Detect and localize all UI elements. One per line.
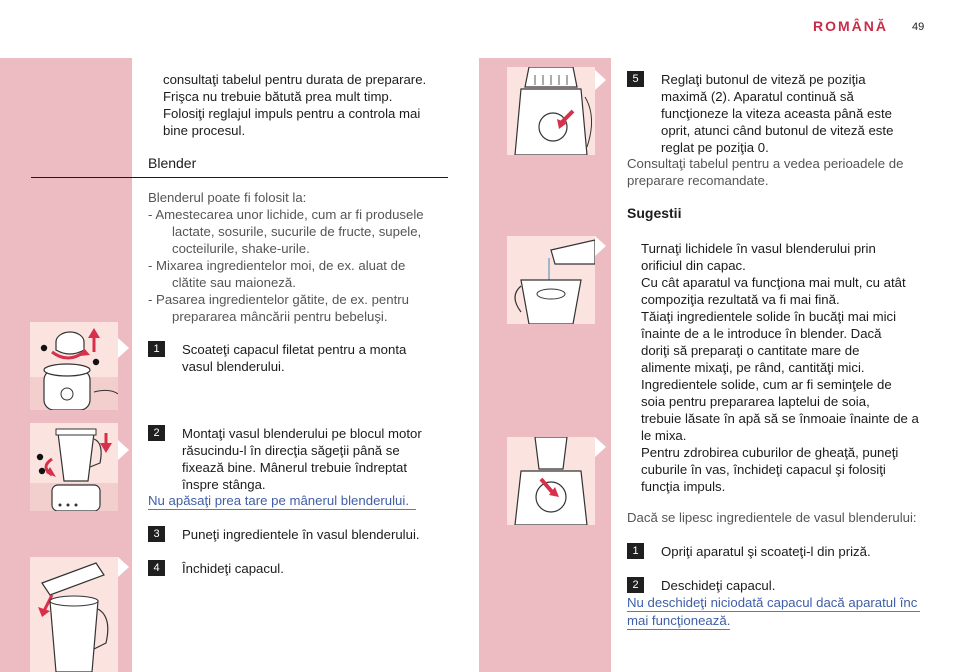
step-5-text	[661, 71, 893, 156]
step-2-text	[182, 425, 422, 493]
usage-list	[148, 189, 424, 325]
intro-line: consultaţi tabelul pentru durata de preparare.	[163, 72, 427, 87]
step-line: înspre stânga.	[182, 477, 266, 492]
illustration-close-lid	[30, 557, 118, 672]
tip-line: compoziţia rezultată va fi mai fină.	[641, 292, 840, 307]
illustration-mount-jar	[30, 423, 118, 511]
illustration-pulse	[507, 437, 595, 525]
tip-line: cuburile în vas, închideţi capacul şi folosiţi	[641, 462, 886, 477]
stick-intro: Dacă se lipesc ingredientele de vasul blenderului:	[627, 510, 917, 525]
tip-line: trebuie lăsate în apă să se înmoaie înainte de a	[641, 411, 919, 426]
tip-line: alimente mixaţi, pe rând, cantităţi mici.	[641, 360, 865, 375]
table-hint-line: Consultaţi tabelul pentru a vedea perioadele de	[627, 156, 904, 171]
usage-item	[148, 291, 424, 325]
step-line: funcţioneze la viteza aceasta până este	[661, 106, 892, 121]
table-hint	[627, 155, 903, 189]
step-line: răsucindu-l în direcţia săgeţii până se	[182, 443, 400, 458]
step-line: fixează bine. Mânerul trebuie îndreptat	[182, 460, 408, 475]
usage-line: cocteilurile, shake-urile.	[172, 241, 310, 256]
illustration-pour-liquid	[507, 236, 595, 324]
usage-item	[148, 206, 424, 257]
page-number: 49	[912, 21, 925, 33]
usage-item	[148, 257, 424, 291]
warning-line: mai funcţionează.	[627, 613, 731, 628]
pointer-arrow	[118, 440, 129, 460]
step-number-2: 2	[148, 425, 165, 441]
pointer-arrow	[595, 236, 606, 256]
warning-note	[627, 594, 920, 630]
section-title-blender: Blender	[148, 155, 197, 171]
usage-intro: Blenderul poate fi folosit la:	[148, 190, 307, 205]
tips-list	[641, 240, 919, 495]
tip-line: funcţia impuls.	[641, 479, 726, 494]
step-number-4: 4	[148, 560, 165, 576]
usage-line: - Pasarea ingredientelor gătite, de ex. pentru	[148, 292, 409, 307]
pointer-arrow	[595, 437, 606, 457]
stick-step-number-2: 2	[627, 577, 644, 593]
usage-line: prepararea mâncării pentru bebeluşi.	[172, 309, 388, 324]
illustration-remove-cap	[30, 322, 118, 410]
warning-line: Nu deschideţi niciodată capacul dacă aparatul înc	[627, 594, 920, 612]
illustration-speed-knob	[507, 67, 595, 155]
step-line: maximă (2). Aparatul continuă să	[661, 89, 854, 104]
step-line: Reglaţi butonul de viteză pe poziţia	[661, 72, 866, 87]
tip-line: orificiul din capac.	[641, 258, 746, 273]
usage-line: - Amestecarea unor lichide, cum ar fi produsele	[148, 207, 424, 222]
step-line: oprit, atunci când butonul de viteză este	[661, 123, 894, 138]
stick-step-number-1: 1	[627, 543, 644, 559]
step-line: Montaţi vasul blenderului pe blocul motor	[182, 426, 422, 441]
tip-line: soia pentru prepararea laptelui de soia,	[641, 394, 870, 409]
tip-line: înainte de a le introduce în blender. Dacă	[641, 326, 882, 341]
intro-line: bine procesul.	[163, 123, 246, 138]
tip-line: doriţi să preparaţi o cantitate mare de	[641, 343, 860, 358]
step-line: Scoateţi capacul filetat pentru a monta	[182, 342, 407, 357]
tip-line: Pentru zdrobirea cuburilor de gheaţă, puneţi	[641, 445, 899, 460]
step-number-5: 5	[627, 71, 644, 87]
intro-text	[163, 71, 426, 139]
step-line: reglat pe poziţia 0.	[661, 140, 769, 155]
stick-step-1-text: Opriţi aparatul şi scoateţi-l din priză.	[661, 544, 871, 559]
note-handle-pressure: Nu apăsaţi prea tare pe mânerul blenderului.	[148, 492, 416, 510]
table-hint-line: preparare recomandate.	[627, 173, 769, 188]
usage-line: clătite sau maioneză.	[172, 275, 296, 290]
step-number-3: 3	[148, 526, 165, 542]
intro-line: Frişca nu trebuie bătută prea mult timp.	[163, 89, 393, 104]
step-1-text	[182, 341, 406, 375]
usage-line: - Mixarea ingredientelor moi, de ex. aluat de	[148, 258, 406, 273]
section-divider	[31, 177, 448, 178]
usage-line: lactate, sosurile, sucurile de fructe, supele,	[172, 224, 422, 239]
tip-line: Tăiaţi ingredientele solide în bucăţi mai mici	[641, 309, 897, 324]
tip-line: Cu cât aparatul va funcţiona mai mult, cu atât	[641, 275, 906, 290]
intro-line: Folosiţi reglajul impuls pentru a controla mai	[163, 106, 421, 121]
step-line: vasul blenderului.	[182, 359, 285, 374]
stick-step-2-text: Deschideţi capacul.	[661, 578, 776, 593]
tip-line: Ingredientele solide, cum ar fi seminţele de	[641, 377, 892, 392]
language-header: ROMÂNĂ	[813, 18, 888, 34]
pointer-arrow	[595, 70, 606, 90]
pointer-arrow	[118, 338, 129, 358]
tips-title: Sugestii	[627, 205, 682, 221]
tip-line: Turnaţi lichidele în vasul blenderului prin	[641, 241, 876, 256]
step-number-1: 1	[148, 341, 165, 357]
pointer-arrow	[118, 557, 129, 577]
step-4-text: Închideţi capacul.	[182, 561, 284, 576]
tip-line: le mixa.	[641, 428, 687, 443]
step-3-text: Puneţi ingredientele în vasul blenderului.	[182, 527, 420, 542]
